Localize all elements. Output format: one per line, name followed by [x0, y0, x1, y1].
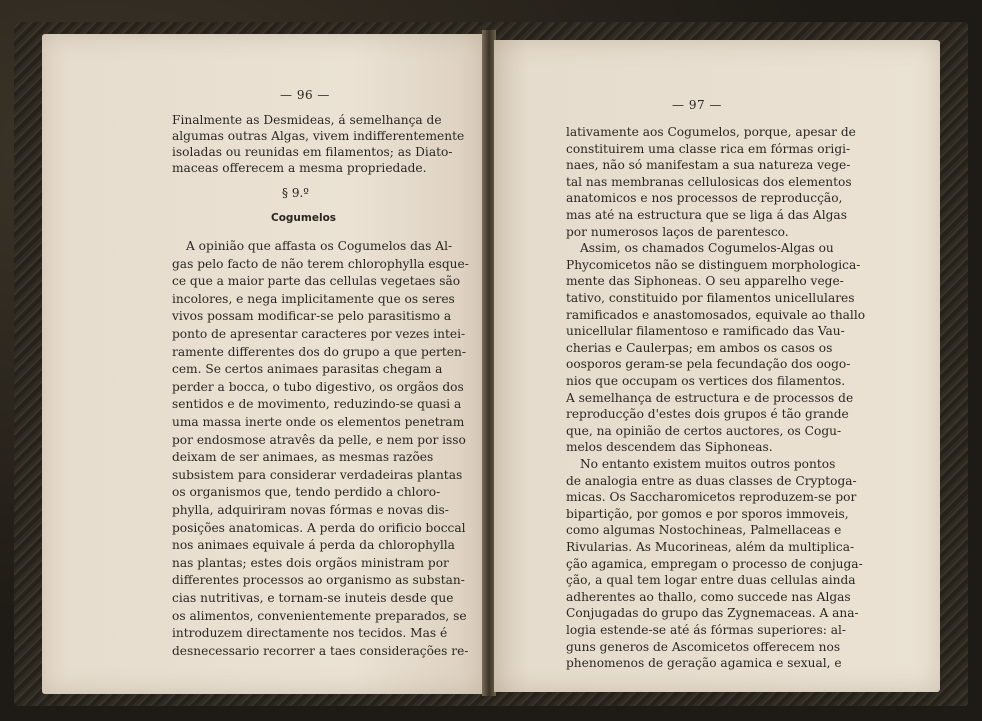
text-line: micas. Os Saccharomicetos reproduzem-se por [566, 490, 857, 505]
text-line: reproducção d'estes dois grupos é tão grande [566, 407, 849, 422]
text-line: ramificados e anastomosados, equivale ao thallo [566, 307, 866, 322]
left-page-number: — 96 — [280, 88, 330, 102]
text-line: oosporos geram-se pela fecundação dos oogo- [566, 357, 851, 372]
text-line: No entanto existem muitos outros pontos [580, 457, 836, 471]
right-page-number: — 97 — [672, 98, 722, 112]
text-line: sentidos e de movimento, reduzindo-se quasi a [172, 397, 462, 412]
text-line: Conjugadas do grupo das Zygnemaceas. A ana- [566, 606, 859, 621]
left-page [42, 34, 484, 694]
text-line: phenomenos de geração agamica e sexual, e [566, 656, 842, 671]
text-line: cem. Se certos animaes parasitas chegam a [172, 362, 443, 377]
text-line: Rivularias. As Mucorineas, além da multiplica- [566, 540, 855, 554]
text-line: ramente differentes dos do grupo a que perten- [172, 344, 466, 359]
text-line: tativo, constituido por filamentos unicellulares [566, 291, 855, 305]
text-line: como algumas Nostochineas, Palmellaceas e [566, 523, 842, 538]
text-line: nos animaes equivale á perda da chlorophylla [172, 538, 455, 553]
text-line: Finalmente as Desmideas, á semelhança de [172, 113, 442, 127]
text-line: bipartição, por gomos e por sporos immoveis, [566, 506, 849, 521]
text-line: algumas outras Algas, vivem indifferentemente [172, 129, 465, 143]
text-line: melos descendem das Siphoneas. [566, 440, 773, 455]
right-page [494, 40, 940, 692]
text-line: guns generos de Ascomicetos offerecem nos [566, 639, 841, 654]
text-line: maceas offerecem a mesma propriedade. [172, 161, 427, 175]
text-line: cherias e Caulerpas; em ambos os casos os [566, 340, 833, 355]
text-line: nios que occupam os vertices dos filamentos. [566, 374, 846, 388]
text-line: constituirem uma classe rica em fórmas origi- [566, 141, 851, 156]
text-line: differentes processos ao organismo as substan- [172, 573, 465, 588]
text-line: de analogia entre as duas classes de Cryptoga- [566, 473, 857, 488]
text-line: logia estende-se até ás fórmas superiores: al- [566, 623, 846, 637]
text-line: phylla, adquiriram novas fórmas e novas dis- [172, 503, 449, 517]
text-line: posições anatomicas. A perda do orificio boccal [172, 520, 466, 535]
text-line: deixam de ser animaes, as mesmas razões [172, 450, 434, 465]
text-line: isoladas ou reunidas em filamentos; as Diato- [172, 145, 453, 159]
text-line: A opinião que affasta os Cogumelos das Al- [186, 239, 453, 253]
text-line: mente das Siphoneas. O seu apparelho vege- [566, 274, 844, 289]
text-line: nas plantas; estes dois orgãos ministram por [172, 555, 449, 570]
section-mark: § 9.º [282, 186, 309, 200]
text-line: anatomicos e nos processos de reproducção, [566, 191, 843, 206]
text-line: Phycomicetos não se distinguem morphologica- [566, 257, 861, 272]
text-line: adherentes ao thallo, como succede nas Algas [566, 589, 851, 604]
text-line: que, na opinião de certos auctores, os Cogu- [566, 423, 842, 438]
text-line: introduzem directamente nos tecidos. Mas é [172, 626, 448, 641]
text-line: A semelhança de estructura e de processos de [566, 390, 854, 405]
text-line: lativamente aos Cogumelos, porque, apesar de [566, 125, 856, 139]
text-line: ção, a qual tem logar entre duas cellulas ainda [566, 573, 856, 588]
text-line: Assim, os chamados Cogumelos-Algas ou [580, 241, 834, 256]
text-line: naes, não só manifestam a sua natureza vege- [566, 158, 851, 173]
text-line: unicellular filamentoso e ramificado das Vau- [566, 324, 845, 339]
text-line: tal nas membranas cellulosicas dos elementos [566, 174, 852, 189]
text-line: perder a bocca, o tubo digestivo, os orgãos dos [172, 379, 464, 394]
text-line: os organismos que, tendo perdido a chloro- [172, 485, 441, 500]
text-line: ponto de apresentar caracteres por vezes intei- [172, 327, 466, 341]
text-line: vivos possam modificar-se pelo parasitismo a [172, 309, 452, 324]
text-line: gas pelo facto de não terem chlorophylla esque- [172, 256, 469, 271]
text-line: os alimentos, convenientemente preparados, se [172, 608, 467, 623]
text-line: ção agamica, empregam o processo de conjuga- [566, 556, 863, 571]
text-line: por endosmose atravês da pelle, e nem por isso [172, 432, 466, 447]
text-line: incolores, e nega implicitamente que os seres [172, 291, 455, 306]
text-line: uma massa inerte onde os elementos penetram [172, 415, 465, 429]
text-line: subsistem para considerar verdadeiras plantas [172, 467, 463, 482]
text-line: ce que a maior parte das cellulas vegetaes são [172, 274, 461, 289]
text-line: desnecessario recorrer a taes considerações re- [172, 643, 469, 658]
section-title: Cogumelos [271, 212, 337, 224]
text-line: mas até na estructura que se liga á das Algas [566, 208, 847, 222]
text-line: por numerosos laços de parentesco. [566, 224, 789, 239]
text-line: cias nutritivas, e tornam-se inuteis desde que [172, 591, 454, 605]
